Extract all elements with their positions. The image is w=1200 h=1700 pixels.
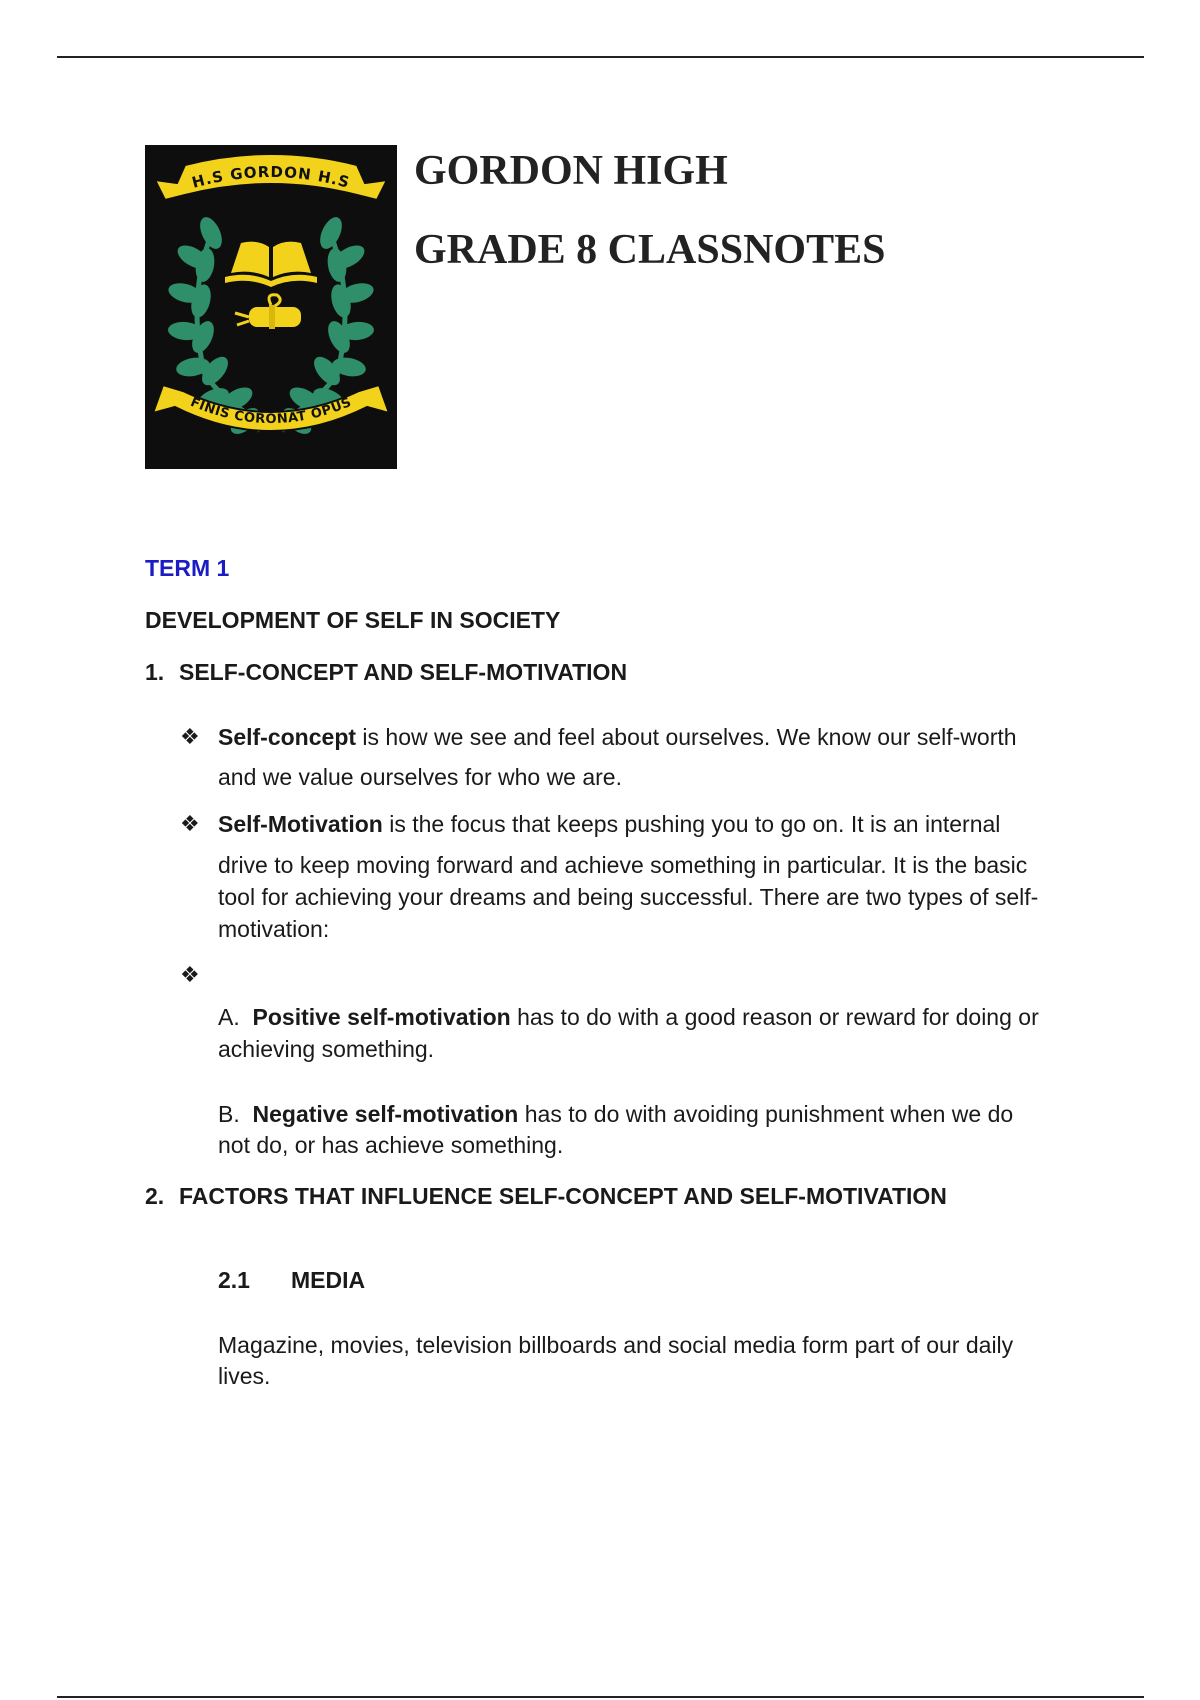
type-text-line: not do, or has achieve something.: [218, 1132, 564, 1158]
crest-motto-bottom: FINIS CORONAT OPUS: [188, 394, 354, 428]
section-number: 2.: [145, 1183, 165, 1209]
school-crest: [145, 145, 397, 469]
topic-heading: DEVELOPMENT OF SELF IN SOCIETY: [145, 607, 561, 633]
book-icon: [225, 242, 317, 287]
section-title: SELF-CONCEPT AND SELF-MOTIVATION: [179, 659, 628, 685]
bullet-text-line: motivation:: [218, 916, 330, 942]
section-number: 1.: [145, 659, 165, 685]
bullet-term: Self-Motivation: [218, 811, 383, 837]
subsection-text: Magazine, movies, television billboards and social media form part of our daily: [218, 1332, 1014, 1358]
term-heading: TERM 1: [145, 555, 230, 581]
subsection-title: MEDIA: [291, 1267, 366, 1293]
bullet-term: Self-concept: [218, 724, 357, 750]
type-term: Positive self-motivation: [252, 1004, 511, 1030]
section-heading-2: [145, 1183, 947, 1210]
subsection-number: 2.1: [218, 1267, 250, 1293]
type-text-line: achieving something.: [218, 1036, 435, 1062]
bullet-text: is how we see and feel about ourselves. We know our self-worth: [356, 724, 1017, 750]
bullet-diamond-icon: ❖: [180, 724, 200, 749]
motivation-type-a: [218, 1004, 1098, 1031]
motivation-type-b: [218, 1101, 1098, 1128]
bullet-diamond-icon: ❖: [180, 962, 200, 987]
bullet-text-line: and we value ourselves for who we are.: [218, 764, 622, 790]
bullet-text-line: tool for achieving your dreams and being successful. There are two types of self-: [218, 884, 1039, 910]
subsection-text-line: lives.: [218, 1363, 271, 1389]
bottom-rule: [57, 1696, 1144, 1698]
bullet-item: [218, 811, 1098, 838]
type-letter: A.: [218, 1004, 240, 1030]
bullet-diamond-icon: ❖: [180, 811, 200, 836]
top-rule: [57, 56, 1144, 58]
bullet-text-line: drive to keep moving forward and achieve something in particular. It is the basic: [218, 852, 1028, 878]
crest-motto-top: H.S GORDON H.S: [189, 162, 353, 192]
bullet-item: [218, 724, 1098, 751]
bullet-text: is the focus that keeps pushing you to go on. It is an internal: [382, 811, 1001, 837]
section-title: FACTORS THAT INFLUENCE SELF-CONCEPT AND SELF-MOTIVATION: [179, 1183, 947, 1209]
school-name: GORDON HIGH: [414, 148, 728, 194]
type-term: Negative self-motivation: [252, 1101, 519, 1127]
document-title: GRADE 8 CLASSNOTES: [414, 227, 886, 273]
type-text: has to do with avoiding punishment when we do: [518, 1101, 1014, 1127]
scroll-icon: [235, 295, 301, 329]
type-letter: B.: [218, 1101, 240, 1127]
type-text: has to do with a good reason or reward for doing or: [510, 1004, 1039, 1030]
section-heading-1: [145, 659, 627, 686]
